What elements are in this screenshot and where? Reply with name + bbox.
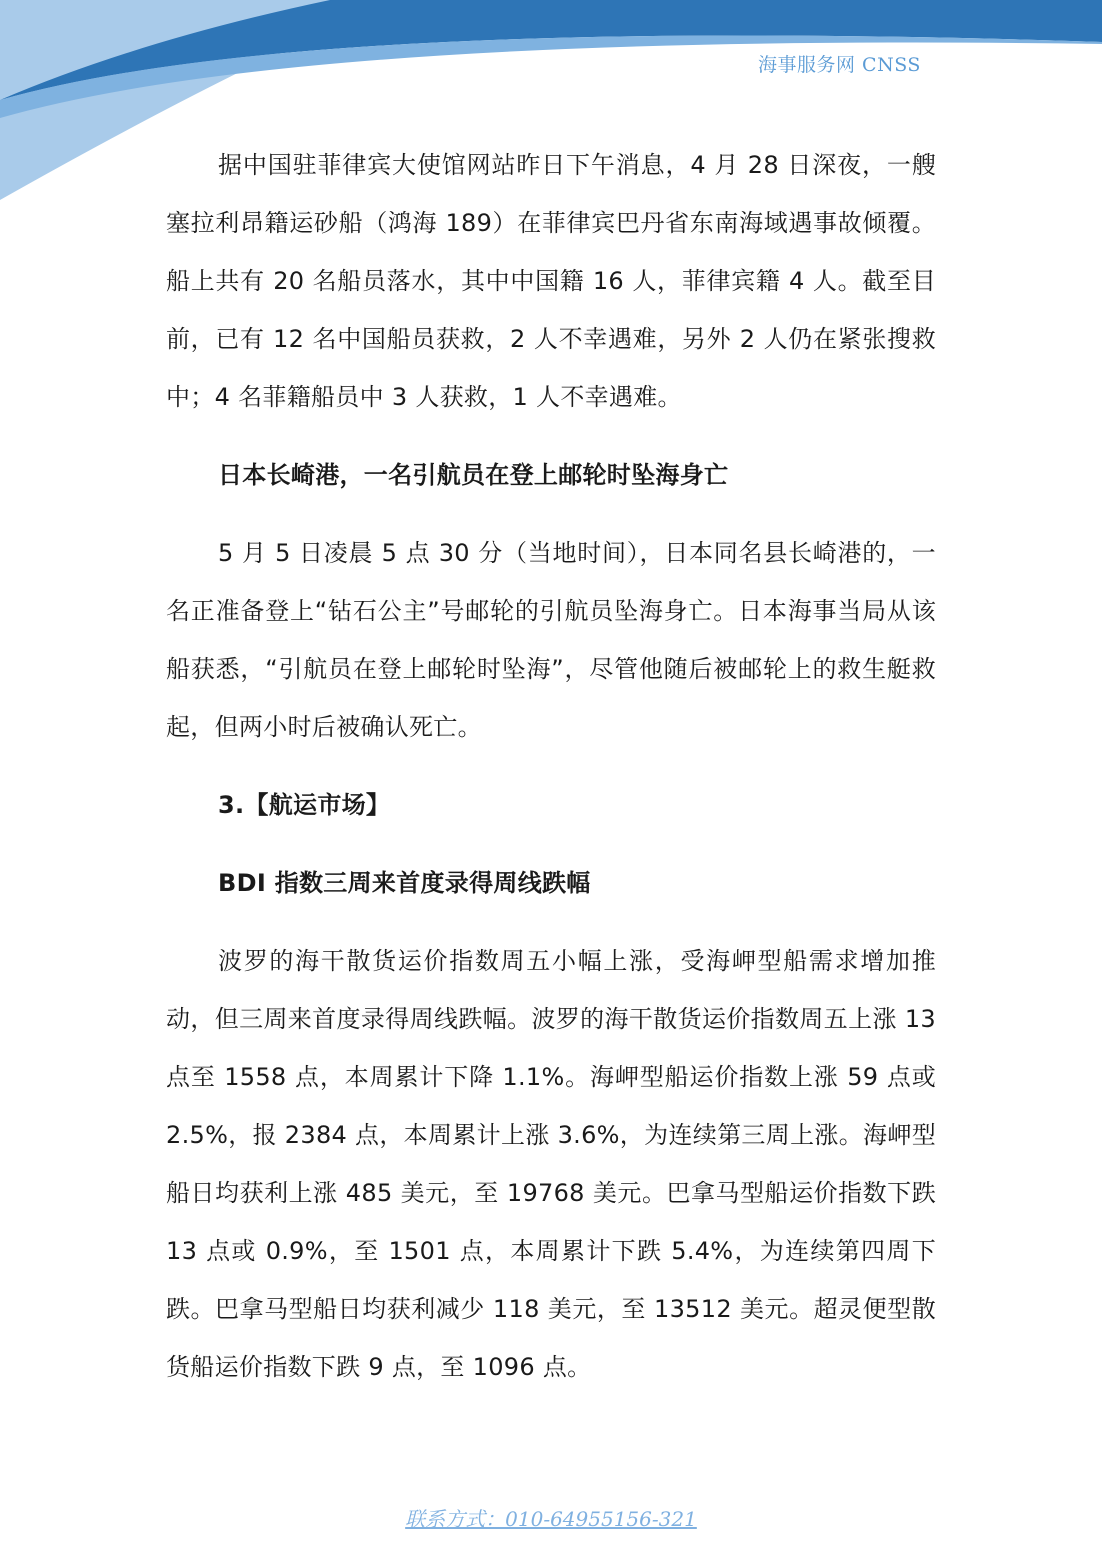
footer-contact: 联系方式：010-64955156-321 xyxy=(405,1507,697,1531)
heading-shipping-market: 3.【航运市场】 xyxy=(218,791,391,819)
paragraph-ship-capsize: 据中国驻菲律宾大使馆网站昨日下午消息，4 月 28 日深夜，一艘塞拉利昂籍运砂船（鸿海 189）在菲律宾巴丹省东南海域遇事故倾覆。船上共有 20 名船员落水，其中中国籍 16 人，菲律宾籍 4 人。截至目前，已有 12 名中国船员获救，2 人不幸遇难，另外 2 人仍在紧张搜救中；4 名菲籍船员中 3 人获救，1 人不幸遇难。 xyxy=(166,151,936,411)
paragraph-pilot-death: 5 月 5 日凌晨 5 点 30 分（当地时间），日本同名县长崎港的，一名正准备登上“钻石公主”号邮轮的引航员坠海身亡。日本海事当局从该船获悉，“引航员在登上邮轮时坠海”，尽管他随后被邮轮上的救生艇救起，但两小时后被确认死亡。 xyxy=(166,539,936,741)
heading-bdi-index: BDI 指数三周来首度录得周线跌幅 xyxy=(218,869,591,897)
heading-nagasaki-pilot: 日本长崎港，一名引航员在登上邮轮时坠海身亡 xyxy=(218,461,729,489)
article-body xyxy=(166,136,936,1396)
site-name: 海事服务网 CNSS xyxy=(758,54,921,76)
paragraph-bdi-details: 波罗的海干散货运价指数周五小幅上涨，受海岬型船需求增加推动，但三周来首度录得周线跌幅。波罗的海干散货运价指数周五上涨 13 点至 1558 点，本周累计下降 1.1%。海岬型船运价指数上涨 59 点或 2.5%，报 2384 点，本周累计上涨 3.6%，为连续第三周上涨。海岬型船日均获利上涨 485 美元，至 19768 美元。巴拿马型船运价指数下跌 13 点或 0.9%，至 1501 点，本周累计下跌 5.4%，为连续第四周下跌。巴拿马型船日均获利减少 118 美元，至 13512 美元。超灵便型散货船运价指数下跌 9 点，至 1096 点。 xyxy=(166,947,936,1381)
